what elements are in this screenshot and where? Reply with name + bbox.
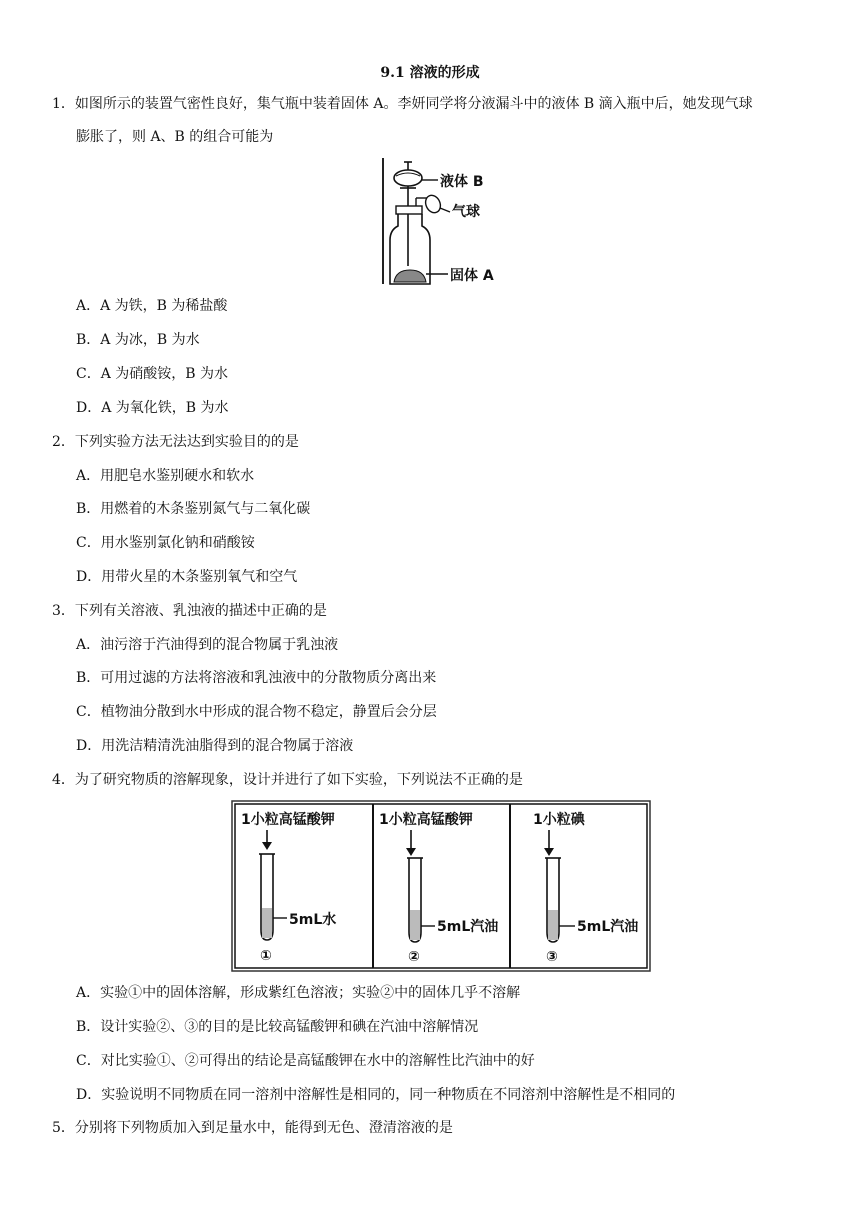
label-balloon: 气球 bbox=[452, 204, 480, 220]
question-2-option-d[interactable]: D．用带火星的木条鉴别氧气和空气 bbox=[76, 569, 298, 585]
question-4-option-a[interactable]: A．实验①中的固体溶解，形成紫红色溶液；实验②中的固体几乎不溶解 bbox=[76, 985, 521, 1001]
question-4-stem: 4．为了研究物质的溶解现象，设计并进行了如下实验，下列说法不正确的是 bbox=[52, 772, 523, 788]
question-1-stem-line2: 膨胀了，则 A、B 的组合可能为 bbox=[76, 129, 274, 145]
question-4-option-b[interactable]: B．设计实验②、③的目的是比较高锰酸钾和碘在汽油中溶解情况 bbox=[76, 1019, 479, 1035]
question-1-option-a[interactable]: A．A 为铁，B 为稀盐酸 bbox=[76, 298, 228, 314]
question-3-option-a[interactable]: A．油污溶于汽油得到的混合物属于乳浊液 bbox=[76, 637, 339, 653]
question-2-stem: 2．下列实验方法无法达到实验目的的是 bbox=[52, 434, 299, 450]
question-1-option-b[interactable]: B．A 为冰，B 为水 bbox=[76, 332, 200, 348]
question-1-stem-line1: 1．如图所示的装置气密性良好，集气瓶中装着固体 A。李妍同学将分液漏斗中的液体 B 滴入瓶中后，她发现气球 bbox=[52, 96, 753, 112]
panel-3-liquid-label: 5mL汽油 bbox=[577, 919, 639, 935]
page-title: 9.1 溶液的形成 bbox=[380, 65, 480, 81]
panel-2-top-label: 1小粒高锰酸钾 bbox=[379, 812, 473, 828]
question-4-option-c[interactable]: C．对比实验①、②可得出的结论是高锰酸钾在水中的溶解性比汽油中的好 bbox=[76, 1053, 535, 1069]
panel-3-number: ③ bbox=[546, 949, 558, 965]
question-1-option-c[interactable]: C．A 为硝酸铵，B 为水 bbox=[76, 366, 229, 382]
panel-3-top-label: 1小粒碘 bbox=[533, 812, 585, 828]
panel-1-liquid-label: 5mL水 bbox=[289, 912, 337, 928]
question-3-option-d[interactable]: D．用洗洁精清洗油脂得到的混合物属于溶液 bbox=[76, 738, 354, 754]
question-2-option-b[interactable]: B．用燃着的木条鉴别氮气与二氧化碳 bbox=[76, 501, 311, 517]
panel-1-top-label: 1小粒高锰酸钾 bbox=[241, 812, 335, 828]
panel-1-number: ① bbox=[260, 948, 272, 964]
label-solid-a: 固体 A bbox=[450, 268, 494, 284]
question-1-figure bbox=[378, 156, 503, 288]
question-4-figure bbox=[231, 800, 651, 972]
question-1-option-d[interactable]: D．A 为氧化铁，B 为水 bbox=[76, 400, 229, 416]
question-5-stem: 5．分别将下列物质加入到足量水中，能得到无色、澄清溶液的是 bbox=[52, 1120, 453, 1136]
question-3-stem: 3．下列有关溶液、乳浊液的描述中正确的是 bbox=[52, 603, 327, 619]
question-2-option-c[interactable]: C．用水鉴别氯化钠和硝酸铵 bbox=[76, 535, 255, 551]
panel-2-number: ② bbox=[408, 949, 420, 965]
question-2-option-a[interactable]: A．用肥皂水鉴别硬水和软水 bbox=[76, 468, 255, 484]
question-4-option-d[interactable]: D．实验说明不同物质在同一溶剂中溶解性是相同的，同一种物质在不同溶剂中溶解性是不相同的 bbox=[76, 1087, 676, 1103]
question-3-option-b[interactable]: B．可用过滤的方法将溶液和乳浊液中的分散物质分离出来 bbox=[76, 670, 437, 686]
question-3-option-c[interactable]: C．植物油分散到水中形成的混合物不稳定，静置后会分层 bbox=[76, 704, 437, 720]
label-liquid-b: 液体 B bbox=[440, 174, 484, 190]
panel-2-liquid-label: 5mL汽油 bbox=[437, 919, 499, 935]
